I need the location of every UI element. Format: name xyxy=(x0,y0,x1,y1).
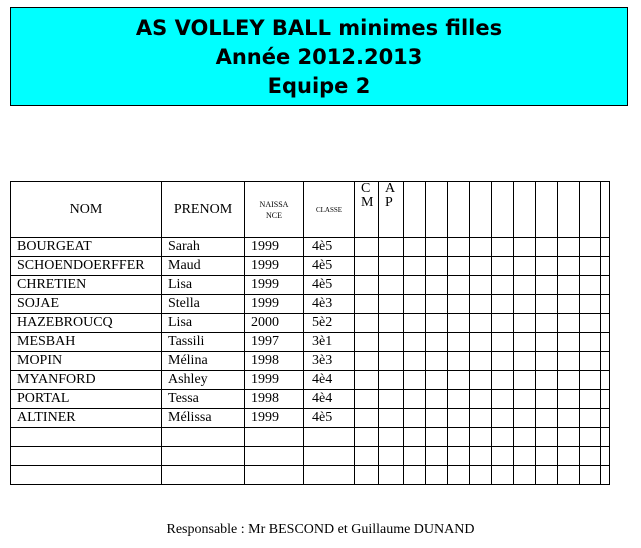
cell-empty xyxy=(558,466,580,485)
cell-empty xyxy=(355,333,379,352)
cell-empty xyxy=(558,371,580,390)
header-naissance-line-2: NCE xyxy=(266,210,282,220)
cell-empty xyxy=(379,333,404,352)
cell-empty xyxy=(448,409,470,428)
cell-nom: HAZEBROUCQ xyxy=(11,314,162,333)
cell-empty xyxy=(470,276,492,295)
cell-empty xyxy=(355,390,379,409)
cell-empty xyxy=(404,390,426,409)
cell-empty xyxy=(514,390,536,409)
cell-empty xyxy=(404,352,426,371)
cell-empty xyxy=(448,257,470,276)
cell-classe xyxy=(304,447,355,466)
title-line-3: Equipe 2 xyxy=(267,74,371,98)
cell-prenom: Stella xyxy=(162,295,245,314)
cell-empty xyxy=(601,257,610,276)
cell-empty xyxy=(379,371,404,390)
cell-empty xyxy=(470,352,492,371)
cell-empty xyxy=(404,314,426,333)
cell-empty xyxy=(580,257,601,276)
cell-classe xyxy=(304,428,355,447)
header-empty xyxy=(448,182,470,238)
cell-empty xyxy=(601,314,610,333)
cell-empty xyxy=(536,428,558,447)
cell-empty xyxy=(448,447,470,466)
table-row xyxy=(11,447,610,466)
cell-empty xyxy=(426,447,448,466)
cell-empty xyxy=(580,276,601,295)
header-classe: CLASSE xyxy=(304,182,355,238)
cell-empty xyxy=(492,333,514,352)
cell-empty xyxy=(470,466,492,485)
cell-nom: CHRETIEN xyxy=(11,276,162,295)
cell-empty xyxy=(355,314,379,333)
cell-empty xyxy=(426,257,448,276)
cell-empty xyxy=(536,466,558,485)
table-row xyxy=(11,333,610,352)
cell-empty xyxy=(492,447,514,466)
cell-empty xyxy=(558,428,580,447)
cell-empty xyxy=(355,352,379,371)
cell-empty xyxy=(558,447,580,466)
title-banner xyxy=(10,7,628,106)
cell-empty xyxy=(514,276,536,295)
cell-empty xyxy=(536,371,558,390)
cell-empty xyxy=(601,276,610,295)
cell-empty xyxy=(448,333,470,352)
cell-empty xyxy=(601,371,610,390)
cell-prenom: Mélina xyxy=(162,352,245,371)
cell-empty xyxy=(355,466,379,485)
cell-empty xyxy=(580,428,601,447)
cell-empty xyxy=(536,352,558,371)
cell-empty xyxy=(426,428,448,447)
cell-empty xyxy=(601,447,610,466)
cell-empty xyxy=(580,409,601,428)
cell-empty xyxy=(558,276,580,295)
header-empty xyxy=(601,182,610,238)
cell-empty xyxy=(492,314,514,333)
cell-empty xyxy=(404,238,426,257)
cell-empty xyxy=(426,333,448,352)
header-empty xyxy=(536,182,558,238)
cell-empty xyxy=(448,276,470,295)
roster-table xyxy=(10,181,610,485)
cell-empty xyxy=(514,428,536,447)
cell-empty xyxy=(492,352,514,371)
cell-annee: 1999 xyxy=(245,257,304,276)
cell-empty xyxy=(379,276,404,295)
cell-empty xyxy=(448,466,470,485)
cell-nom: MESBAH xyxy=(11,333,162,352)
cell-empty xyxy=(558,314,580,333)
cell-prenom: Lisa xyxy=(162,276,245,295)
cell-empty xyxy=(514,257,536,276)
header-naissance-line-1: NAISSA xyxy=(259,199,289,209)
table-row xyxy=(11,466,610,485)
cell-empty xyxy=(558,257,580,276)
cell-empty xyxy=(580,352,601,371)
cell-empty xyxy=(355,371,379,390)
cell-empty xyxy=(470,428,492,447)
cell-empty xyxy=(379,428,404,447)
cell-empty xyxy=(601,295,610,314)
cell-annee xyxy=(245,428,304,447)
cell-empty xyxy=(426,276,448,295)
cell-empty xyxy=(601,333,610,352)
table-row xyxy=(11,314,610,333)
cell-empty xyxy=(426,409,448,428)
cell-classe: 4è5 xyxy=(304,238,355,257)
cell-empty xyxy=(448,352,470,371)
cell-annee: 1999 xyxy=(245,295,304,314)
cell-empty xyxy=(601,238,610,257)
cell-empty xyxy=(580,314,601,333)
cell-empty xyxy=(470,371,492,390)
title-line-1: AS VOLLEY BALL minimes filles xyxy=(135,16,503,40)
cell-empty xyxy=(355,238,379,257)
header-empty xyxy=(492,182,514,238)
cell-empty xyxy=(601,428,610,447)
table-row xyxy=(11,276,610,295)
cell-empty xyxy=(470,295,492,314)
header-empty xyxy=(470,182,492,238)
cell-nom: MOPIN xyxy=(11,352,162,371)
cell-empty xyxy=(580,390,601,409)
cell-empty xyxy=(558,409,580,428)
header-nom: NOM xyxy=(11,182,162,238)
cell-empty xyxy=(536,409,558,428)
cell-empty xyxy=(470,409,492,428)
cell-empty xyxy=(492,257,514,276)
footer-responsable: Responsable : Mr BESCOND et Guillaume DUNAND xyxy=(166,522,475,537)
cell-annee: 1999 xyxy=(245,371,304,390)
cell-empty xyxy=(448,390,470,409)
cell-empty xyxy=(536,447,558,466)
cell-annee: 1997 xyxy=(245,333,304,352)
cell-empty xyxy=(558,333,580,352)
cell-prenom xyxy=(162,447,245,466)
table-row xyxy=(11,352,610,371)
cell-empty xyxy=(379,352,404,371)
cell-empty xyxy=(514,447,536,466)
cell-empty xyxy=(536,276,558,295)
cell-empty xyxy=(470,447,492,466)
title-line-2: Année 2012.2013 xyxy=(215,45,423,69)
cell-empty xyxy=(470,333,492,352)
cell-empty xyxy=(470,314,492,333)
cell-empty xyxy=(426,390,448,409)
cell-annee: 2000 xyxy=(245,314,304,333)
cell-empty xyxy=(379,409,404,428)
cell-annee xyxy=(245,447,304,466)
cell-empty xyxy=(426,238,448,257)
cell-empty xyxy=(492,238,514,257)
cell-empty xyxy=(580,466,601,485)
cell-empty xyxy=(601,409,610,428)
cell-empty xyxy=(492,428,514,447)
cell-prenom: Sarah xyxy=(162,238,245,257)
cell-empty xyxy=(355,295,379,314)
cell-empty xyxy=(514,314,536,333)
cell-empty xyxy=(404,295,426,314)
cell-prenom: Lisa xyxy=(162,314,245,333)
cell-empty xyxy=(514,352,536,371)
cell-nom xyxy=(11,447,162,466)
cell-nom: SOJAE xyxy=(11,295,162,314)
cell-empty xyxy=(426,466,448,485)
cell-empty xyxy=(601,352,610,371)
cell-empty xyxy=(492,276,514,295)
cell-empty xyxy=(355,428,379,447)
table-row xyxy=(11,295,610,314)
cell-classe: 4è5 xyxy=(304,409,355,428)
table-row xyxy=(11,409,610,428)
header-ap-line-2: P xyxy=(385,195,393,210)
cell-classe xyxy=(304,466,355,485)
table-header-row xyxy=(11,182,610,238)
table-row xyxy=(11,428,610,447)
cell-empty xyxy=(536,257,558,276)
cell-classe: 4è3 xyxy=(304,295,355,314)
header-ap-line-1: A xyxy=(385,181,396,196)
cell-empty xyxy=(379,447,404,466)
cell-empty xyxy=(448,238,470,257)
cell-annee: 1998 xyxy=(245,352,304,371)
cell-empty xyxy=(536,390,558,409)
cell-nom: ALTINER xyxy=(11,409,162,428)
cell-annee: 1999 xyxy=(245,276,304,295)
cell-empty xyxy=(514,295,536,314)
cell-empty xyxy=(379,314,404,333)
cell-empty xyxy=(404,466,426,485)
cell-nom: BOURGEAT xyxy=(11,238,162,257)
cell-prenom: Mélissa xyxy=(162,409,245,428)
cell-empty xyxy=(448,295,470,314)
header-ap xyxy=(379,182,404,238)
cell-empty xyxy=(379,238,404,257)
cell-empty xyxy=(379,390,404,409)
cell-prenom xyxy=(162,466,245,485)
cell-prenom: Tessa xyxy=(162,390,245,409)
cell-classe: 3è3 xyxy=(304,352,355,371)
cell-empty xyxy=(558,238,580,257)
cell-empty xyxy=(404,447,426,466)
cell-empty xyxy=(536,295,558,314)
cell-empty xyxy=(580,333,601,352)
cell-empty xyxy=(492,409,514,428)
cell-empty xyxy=(355,447,379,466)
cell-empty xyxy=(558,295,580,314)
cell-empty xyxy=(514,333,536,352)
table-row xyxy=(11,371,610,390)
header-empty xyxy=(514,182,536,238)
cell-empty xyxy=(601,466,610,485)
cell-empty xyxy=(492,371,514,390)
header-cm-line-1: C xyxy=(361,181,371,196)
cell-prenom: Maud xyxy=(162,257,245,276)
cell-empty xyxy=(492,390,514,409)
cell-empty xyxy=(426,352,448,371)
cell-classe: 4è4 xyxy=(304,371,355,390)
cell-empty xyxy=(580,238,601,257)
cell-empty xyxy=(580,295,601,314)
header-empty xyxy=(558,182,580,238)
cell-empty xyxy=(470,390,492,409)
table-row xyxy=(11,238,610,257)
cell-empty xyxy=(536,238,558,257)
cell-empty xyxy=(536,314,558,333)
cell-empty xyxy=(448,428,470,447)
cell-prenom: Ashley xyxy=(162,371,245,390)
cell-classe: 4è5 xyxy=(304,276,355,295)
cell-nom: SCHOENDOERFFER xyxy=(11,257,162,276)
cell-empty xyxy=(492,295,514,314)
header-prenom: PRENOM xyxy=(162,182,245,238)
cell-empty xyxy=(558,352,580,371)
cell-nom xyxy=(11,428,162,447)
header-empty xyxy=(580,182,601,238)
header-naissance xyxy=(245,182,304,238)
cell-empty xyxy=(426,295,448,314)
cell-empty xyxy=(514,371,536,390)
cell-empty xyxy=(580,447,601,466)
cell-empty xyxy=(404,371,426,390)
cell-empty xyxy=(514,466,536,485)
header-empty xyxy=(426,182,448,238)
cell-empty xyxy=(536,333,558,352)
cell-empty xyxy=(379,466,404,485)
cell-nom xyxy=(11,466,162,485)
cell-empty xyxy=(404,409,426,428)
cell-empty xyxy=(404,257,426,276)
cell-empty xyxy=(514,409,536,428)
cell-annee: 1999 xyxy=(245,409,304,428)
cell-prenom xyxy=(162,428,245,447)
cell-empty xyxy=(355,257,379,276)
cell-empty xyxy=(426,314,448,333)
cell-nom: PORTAL xyxy=(11,390,162,409)
cell-empty xyxy=(448,314,470,333)
cell-empty xyxy=(355,409,379,428)
table-row xyxy=(11,257,610,276)
cell-annee: 1999 xyxy=(245,238,304,257)
cell-empty xyxy=(404,428,426,447)
cell-empty xyxy=(448,371,470,390)
cell-classe: 3è1 xyxy=(304,333,355,352)
table-row xyxy=(11,390,610,409)
cell-classe: 5è2 xyxy=(304,314,355,333)
cell-annee xyxy=(245,466,304,485)
header-cm-line-2: M xyxy=(361,195,374,210)
header-empty xyxy=(404,182,426,238)
cell-empty xyxy=(492,466,514,485)
cell-empty xyxy=(470,257,492,276)
cell-nom: MYANFORD xyxy=(11,371,162,390)
cell-classe: 4è4 xyxy=(304,390,355,409)
cell-empty xyxy=(404,276,426,295)
cell-classe: 4è5 xyxy=(304,257,355,276)
cell-prenom: Tassili xyxy=(162,333,245,352)
cell-annee: 1998 xyxy=(245,390,304,409)
cell-empty xyxy=(379,295,404,314)
header-cm xyxy=(355,182,379,238)
cell-empty xyxy=(470,238,492,257)
cell-empty xyxy=(580,371,601,390)
cell-empty xyxy=(426,371,448,390)
cell-empty xyxy=(379,257,404,276)
cell-empty xyxy=(514,238,536,257)
cell-empty xyxy=(558,390,580,409)
cell-empty xyxy=(355,276,379,295)
cell-empty xyxy=(404,333,426,352)
cell-empty xyxy=(601,390,610,409)
